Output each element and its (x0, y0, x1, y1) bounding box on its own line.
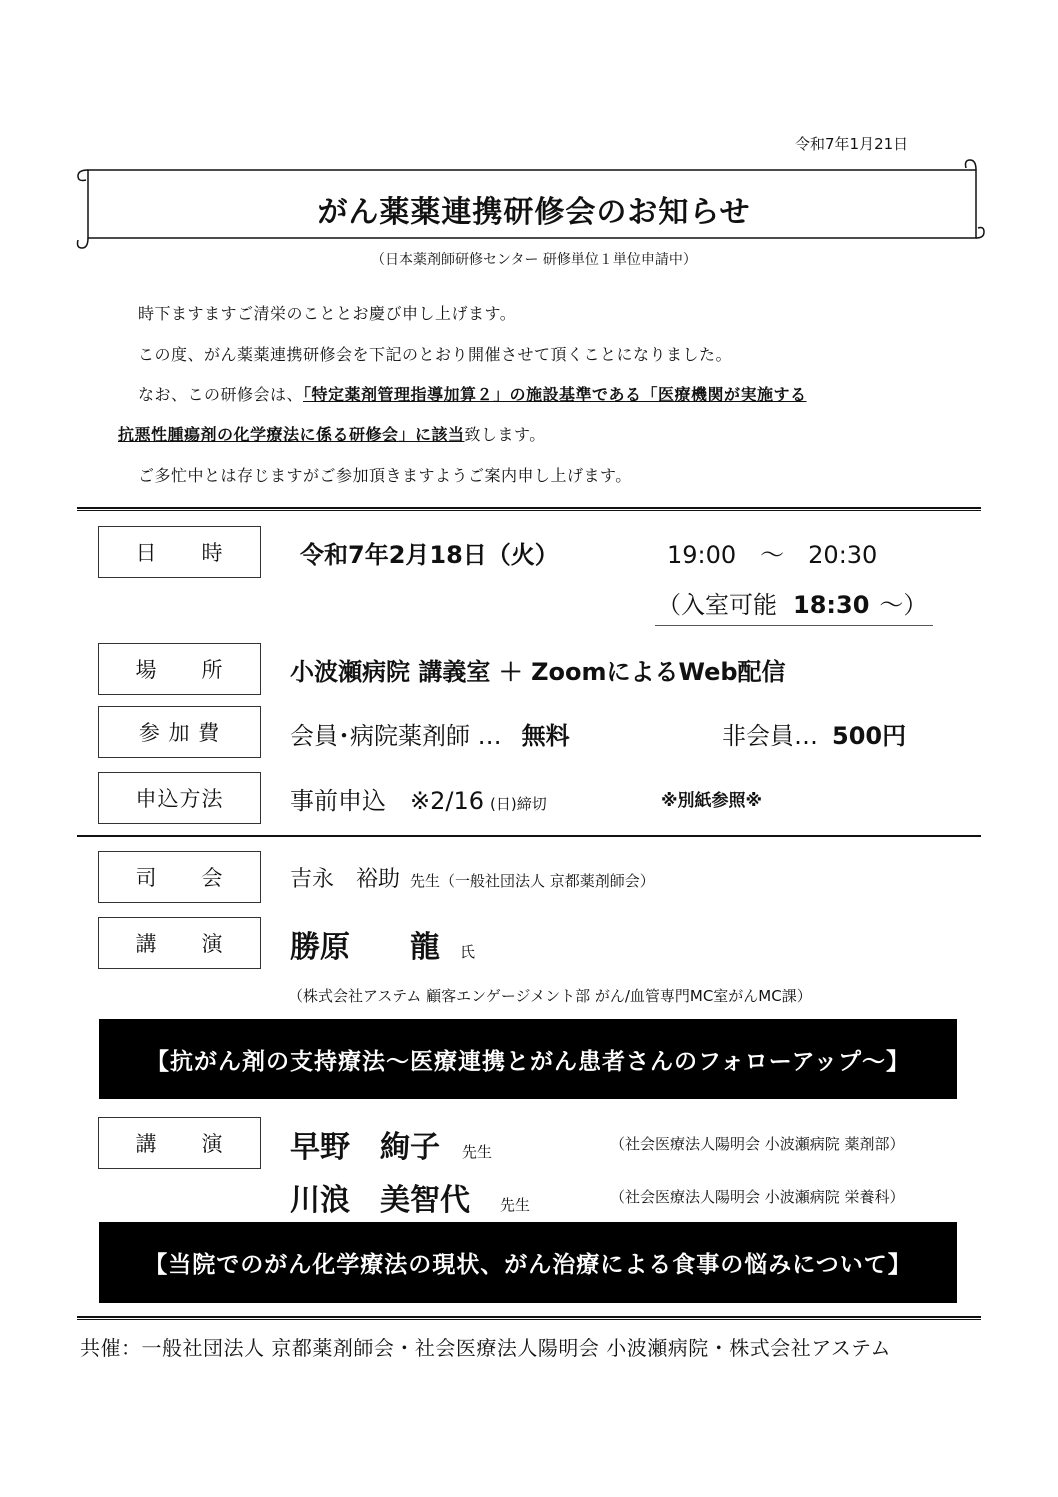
entry-time-prefix: （入室可能 (657, 591, 777, 619)
lecture-2-speaker-1-affiliation: （社会医療法人陽明会 小波瀬病院 薬剤部） (610, 1135, 905, 1153)
intro-line-3-emphasis: 「特定薬剤管理指導加算２」の施設基準である「医療機関が実施する (303, 385, 807, 404)
lecture-1-speaker (290, 922, 475, 966)
lecture-1-theme: 【抗がん剤の支持療法～医療連携とがん患者さんのフォローアップ～】 (145, 1048, 911, 1075)
lecture-2-speaker-2-honorific: 先生 (500, 1196, 531, 1214)
entry-time-value: 18:30 (793, 591, 870, 619)
cohost-footer: 共催：一般社団法人 京都薬剤師会・社会医療法人陽明会 小波瀬病院・株式会社アステム (80, 1336, 892, 1360)
page-title: がん薬薬連携研修会のお知らせ (317, 195, 751, 230)
event-time: 19:00 ～ 20:30 (667, 541, 878, 569)
application-day: (日)締切 (490, 795, 547, 813)
moderator-name: 吉永 裕助 (290, 867, 401, 892)
section-divider-bottom (77, 1316, 981, 1320)
fee-member (290, 716, 570, 751)
lecture-1-theme-banner (99, 1019, 957, 1099)
label-lecture-2: 講 演 (98, 1117, 261, 1169)
section-divider-middle (77, 835, 981, 837)
lecture-2-speaker-1-honorific: 先生 (462, 1143, 493, 1161)
venue-value: 小波瀬病院 講義室 ＋ ZoomによるWeb配信 (290, 658, 786, 686)
intro-line-4 (118, 422, 546, 445)
intro-line-5: ご多忙中とは存じますがご参加頂きますようご案内申し上げます。 (138, 466, 632, 485)
fee-nonmember (722, 716, 906, 751)
lecture-1-honorific: 氏 (460, 943, 476, 961)
event-date: 令和7年2月18日（火） (300, 541, 559, 569)
label-moderator: 司 会 (98, 851, 261, 903)
application-value (290, 781, 547, 816)
entry-time-underline (655, 625, 933, 626)
intro-line-1: 時下ますますご清栄のこととお慶び申し上げます。 (138, 304, 517, 323)
intro-line-3 (138, 382, 807, 405)
label-application: 申込方法 (98, 772, 261, 824)
lecture-2-speaker-2 (290, 1175, 530, 1219)
moderator-info (290, 862, 655, 893)
section-divider-top (77, 507, 981, 511)
application-deadline: 事前申込 ※2/16 (290, 787, 485, 815)
label-lecture-1: 講 演 (98, 917, 261, 969)
fee-nonmember-text: 非会員… (722, 722, 818, 750)
entry-time-suffix: ～） (879, 591, 928, 619)
fee-member-text: 会員･病院薬剤師 … (290, 722, 502, 750)
application-reference: ※別紙参照※ (661, 791, 763, 811)
fee-nonmember-price: 500円 (832, 722, 907, 750)
fee-member-price: 無料 (521, 722, 570, 750)
label-fee: 参 加 費 (98, 706, 261, 758)
intro-line-4-tail: 致します。 (464, 425, 546, 444)
lecture-1-speaker-name: 勝原 龍 (290, 930, 440, 965)
lecture-2-speaker-2-name: 川浪 美智代 (290, 1183, 470, 1218)
lecture-2-speaker-1 (290, 1122, 492, 1166)
label-venue: 場 所 (98, 643, 261, 695)
lecture-2-theme-banner (99, 1222, 957, 1303)
lecture-2-speaker-1-name: 早野 絢子 (290, 1130, 440, 1165)
label-schedule: 日 時 (98, 526, 261, 578)
lecture-2-speaker-2-affiliation: （社会医療法人陽明会 小波瀬病院 栄養科） (610, 1188, 905, 1206)
credit-note: （日本薬剤師研修センター 研修単位１単位申請中） (371, 252, 697, 268)
issue-date: 令和7年1月21日 (795, 135, 909, 153)
lecture-2-theme: 【当院でのがん化学療法の現状、がん治療による食事の悩みについて】 (144, 1252, 912, 1278)
intro-line-4-emphasis: 抗悪性腫瘍剤の化学療法に係る研修会」に該当 (118, 425, 465, 444)
entry-time (657, 585, 927, 620)
moderator-title: 先生（一般社団法人 京都薬剤師会） (410, 872, 655, 890)
intro-line-2: この度、がん薬薬連携研修会を下記のとおり開催させて頂くことになりました。 (138, 345, 733, 364)
intro-line-3-lead: なお、この研修会は、 (138, 385, 304, 404)
lecture-1-affiliation: （株式会社アステム 顧客エンゲージメント部 がん/血管専門MC室がんMC課） (288, 987, 812, 1005)
